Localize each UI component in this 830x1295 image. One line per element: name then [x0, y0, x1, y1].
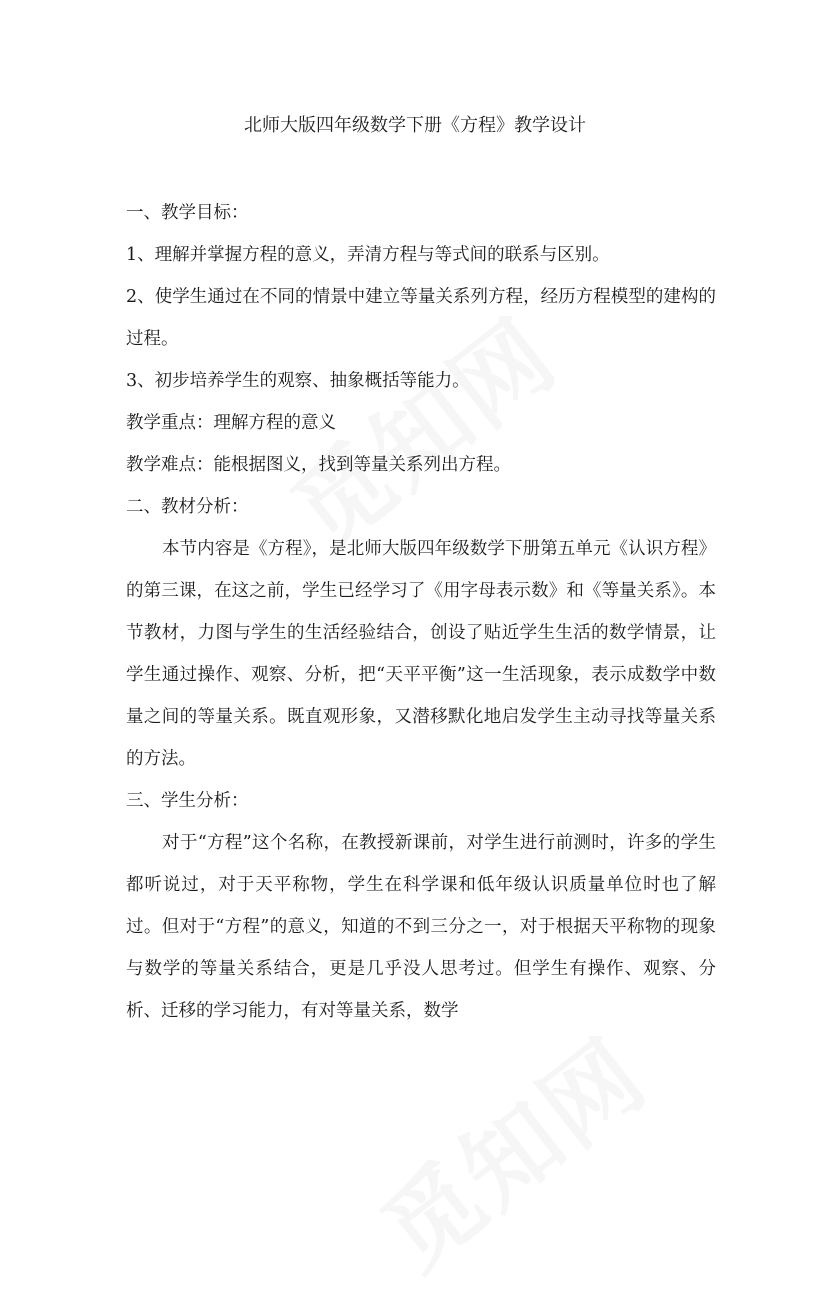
paragraph: 教学难点：能根据图义，找到等量关系列出方程。: [126, 455, 511, 475]
section-heading: 二、教材分析：: [126, 497, 249, 517]
paragraph: 本节内容是《方程》，是北师大版四年级数学下册第五单元《认识方程》的第三课，在这之前，学生已经学习了《用字母表示数》和《等量关系》。本节教材，力图与学生的生活经验结合，创设了贴近学生生活的数学情景，让学生通过操作、观察、分析，把“天平平衡”这一生活现象，表示成数学中数量之间的等量关系。既直观形象，又潜移默化地启发学生主动寻找等量关系的方法。: [126, 539, 716, 769]
paragraph: 教学重点：理解方程的意义: [126, 413, 336, 433]
document-title: 北师大版四年级数学下册《方程》教学设计: [244, 115, 586, 136]
paragraph: 2、使学生通过在不同的情景中建立等量关系列方程，经历方程模型的建构的过程。: [126, 287, 716, 349]
paragraph: 1、理解并掌握方程的意义，弄清方程与等式间的联系与区别。: [126, 245, 610, 265]
section-heading: 一、教学目标：: [126, 203, 249, 223]
document-body: [126, 192, 716, 1032]
watermark: [350, 1002, 671, 1295]
paragraph: 对于“方程”这个名称，在教授新课前，对学生进行前测时，许多的学生都听说过，对于天平称物，学生在科学课和低年级认识质量单位时也了解过。但对于“方程”的意义，知道的不到三分之一，对于根据天平称物的现象与数学的等量关系结合，更是几乎没人思考过。但学生有操作、观察、分析、迁移的学习能力，有对等量关系，数学: [126, 833, 716, 1021]
paragraph: 3、初步培养学生的观察、抽象概括等能力。: [126, 371, 470, 391]
section-heading: 三、学生分析：: [126, 791, 249, 811]
